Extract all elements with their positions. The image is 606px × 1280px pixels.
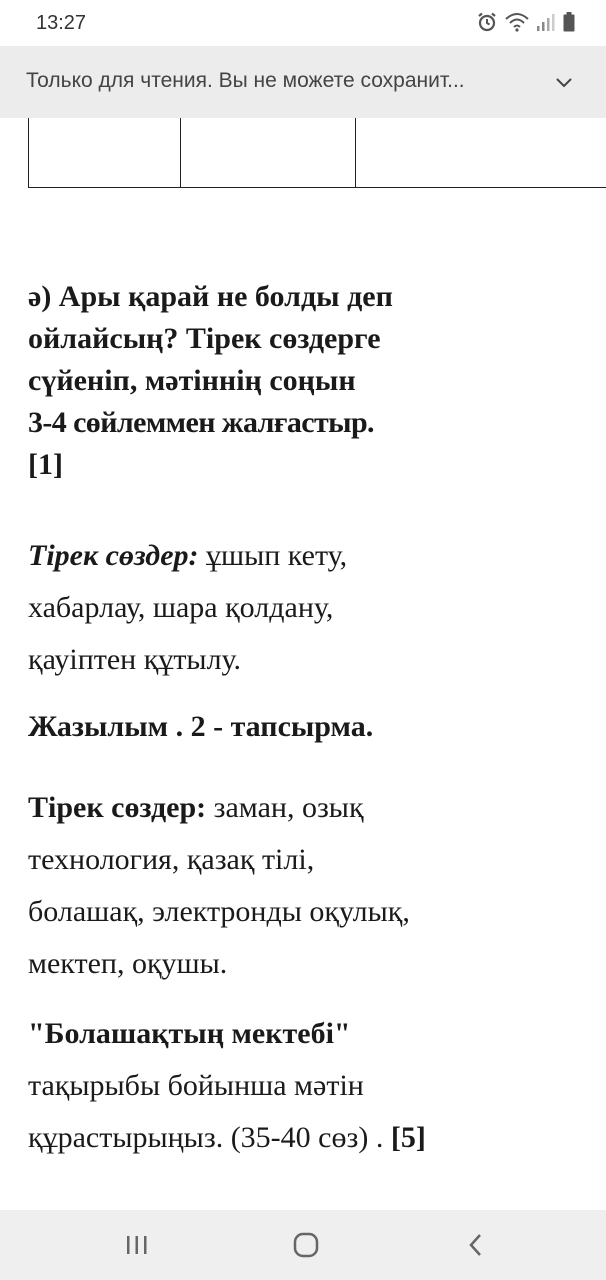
alarm-icon [476, 11, 498, 33]
question-line: сүйеніп, мәтіннің соңын [28, 364, 356, 397]
support-words-label: Тірек сөздер: [28, 539, 199, 572]
question-score: [1] [28, 448, 63, 481]
question-line: ә) Ары қарай не болды деп [28, 280, 393, 313]
table-column-divider [180, 118, 181, 187]
question-line: ойлайсың? Тірек сөздерге [28, 322, 381, 355]
status-time: 13:27 [36, 12, 87, 34]
document-body [28, 276, 588, 1154]
support-words-2-label: Тірек сөздер: [28, 791, 207, 824]
home-icon[interactable] [291, 1230, 321, 1260]
support-words-2-text: технология, қазақ тілі, [28, 843, 315, 876]
readonly-banner-text: Только для чтения. Вы не можете сохранит... [26, 69, 465, 92]
task2-heading: Жазылым . 2 - тапсырма. [28, 710, 374, 743]
support-words-2-text: болашақ, электронды оқулық, [28, 895, 410, 928]
essay-title: "Болашақтың мектебі" [28, 1017, 351, 1050]
readonly-banner[interactable] [0, 46, 606, 118]
back-icon[interactable] [461, 1230, 491, 1260]
question-paragraph [28, 276, 588, 486]
support-words-2-text: заман, озық [206, 791, 364, 824]
navigation-bar [0, 1210, 606, 1280]
essay-score: [5] [390, 1121, 426, 1154]
chevron-down-icon[interactable] [552, 70, 576, 94]
essay-task-paragraph [28, 1008, 588, 1164]
support-words-text: қауіптен құтылу. [28, 643, 242, 676]
signal-icon [536, 11, 556, 33]
support-words-2-text: мектеп, оқушы. [28, 947, 228, 980]
wifi-icon [504, 11, 530, 33]
support-words-2-paragraph [28, 782, 588, 990]
support-words-text: ұшып кету, [198, 539, 348, 572]
support-words-text: хабарлау, шара қолдану, [28, 591, 334, 624]
battery-icon [562, 11, 576, 33]
question-line: 3-4 сөйлеммен жалғастыр. [28, 406, 374, 439]
document-table [28, 118, 606, 188]
status-bar [0, 0, 606, 46]
support-words-paragraph [28, 530, 588, 686]
essay-task-text: тақырыбы бойынша мәтін [28, 1069, 364, 1102]
essay-task-text: құрастырыңыз. (35-40 сөз) . [28, 1121, 391, 1154]
table-column-divider [355, 118, 356, 187]
recent-apps-icon[interactable] [122, 1230, 152, 1260]
status-icons [476, 11, 576, 33]
